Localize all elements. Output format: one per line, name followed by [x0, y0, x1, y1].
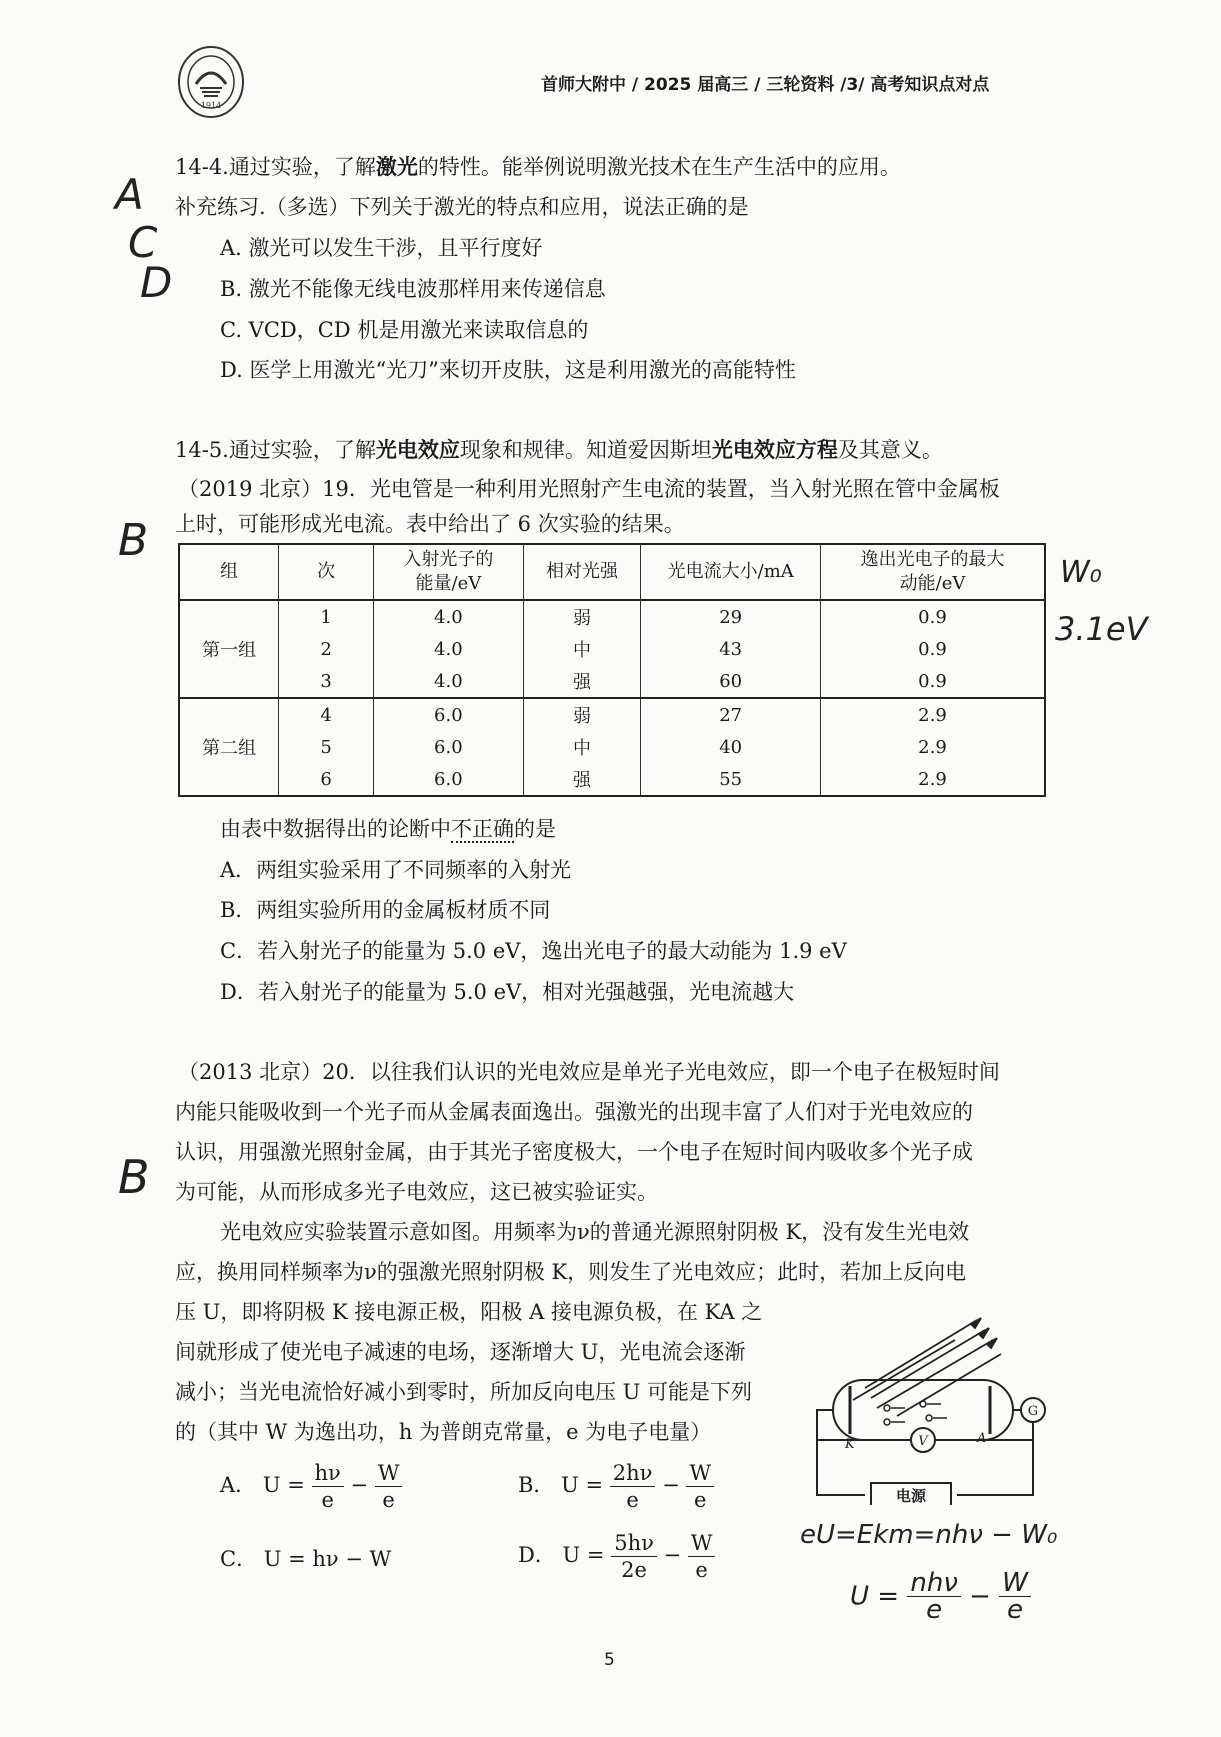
option-a: A. 激光可以发生干涉，且平行度好	[220, 236, 543, 260]
handwritten-note-energy: 3.1eV	[1055, 610, 1148, 648]
q20-para1-line4: 为可能，从而形成多光子电效应，这已被实验证实。	[175, 1180, 658, 1204]
table-cell: 27	[641, 698, 821, 731]
table-cell: 0.9	[821, 633, 1046, 665]
table-cell: 2	[279, 633, 374, 665]
option-c: C. VCD，CD 机是用激光来读取信息的	[220, 318, 589, 342]
group-name-cell: 第一组	[179, 600, 279, 698]
option-19-a: A．两组实验采用了不同频率的入射光	[220, 858, 572, 882]
table-cell: 6.0	[374, 731, 524, 763]
handwritten-note-w0: W₀	[1060, 555, 1102, 590]
q20-para1-line2: 内能只能吸收到一个光子而从金属表面逸出。强激光的出现丰富了人们对于光电效应的	[175, 1100, 973, 1124]
section-14-4-heading: 14-4.通过实验，了解激光的特性。能举例说明激光技术在生产生活中的应用。	[175, 154, 901, 179]
question-multi-select: 补充练习.（多选）下列关于激光的特点和应用，说法正确的是	[175, 195, 749, 219]
table-cell: 0.9	[821, 665, 1046, 698]
table-cell: 6.0	[374, 763, 524, 796]
experiment-table	[178, 543, 1046, 797]
table-cell: 6.0	[374, 698, 524, 731]
option-20-a: A． U = $\frac{h\nu}{e}$ − $\frac{W}{e}$	[220, 1460, 402, 1513]
table-row	[179, 731, 1045, 763]
light-rays-icon	[853, 1318, 1001, 1416]
table-cell: 2.9	[821, 731, 1046, 763]
school-seal-icon	[176, 44, 246, 120]
table-cell: 中	[523, 731, 641, 763]
q20-para2-line2: 应，换用同样频率为ν的强激光照射阴极 K，则发生了光电效应；此时，若加上反向电	[175, 1260, 967, 1284]
anode-label: A	[977, 1431, 987, 1446]
table-header-cell: 组	[179, 544, 279, 600]
handwritten-answer-20: B	[118, 1150, 150, 1204]
page-header: 首师大附中 / 2025 届高三 / 三轮资料 /3/ 高考知识点对点	[541, 75, 990, 95]
table-cell: 强	[523, 763, 641, 796]
table-cell: 弱	[523, 698, 641, 731]
table-cell: 3	[279, 665, 374, 698]
emphasis-text: 不正确	[451, 817, 514, 841]
table-row	[179, 600, 1045, 633]
option-20-c: C． U = hν − W	[220, 1547, 392, 1571]
svg-text:1914: 1914	[200, 101, 222, 110]
table-row	[179, 763, 1045, 796]
q20-para1-line3: 认识，用强激光照射金属，由于其光子密度极大，一个电子在短时间内吸收多个光子成	[175, 1140, 973, 1164]
table-cell: 55	[641, 763, 821, 796]
table-cell: 弱	[523, 600, 641, 633]
option-20-b: B． U = $\frac{2h\nu}{e}$ − $\frac{W}{e}$	[518, 1460, 714, 1513]
cathode-label: K	[845, 1437, 855, 1452]
table-cell: 29	[641, 600, 821, 633]
voltmeter-label: V	[918, 1434, 928, 1449]
table-cell: 1	[279, 600, 374, 633]
galvanometer-label: G	[1027, 1404, 1039, 1419]
table-row	[179, 665, 1045, 698]
table-cell: 6	[279, 763, 374, 796]
option-d: D. 医学上用激光“光刀”来切开皮肤，这是利用激光的高能特性	[220, 358, 796, 382]
table-row	[179, 633, 1045, 665]
table-cell: 强	[523, 665, 641, 698]
group-name-cell: 第二组	[179, 698, 279, 796]
table-header-cell: 入射光子的 能量/eV	[374, 544, 524, 600]
table-header-cell: 相对光强	[523, 544, 641, 600]
q20-para2-line6: 的（其中 W 为逸出功，h 为普朗克常量，e 为电子电量）	[175, 1420, 712, 1444]
table-header-cell: 逸出光电子的最大 动能/eV	[821, 544, 1046, 600]
table-cell: 2.9	[821, 763, 1046, 796]
q20-para2-line1: 光电效应实验装置示意如图。用频率为ν的普通光源照射阴极 K，没有发生光电效	[220, 1220, 970, 1244]
handwritten-answer-d: D	[140, 258, 173, 307]
table-cell: 中	[523, 633, 641, 665]
section-14-5-heading: 14-5.通过实验，了解光电效应现象和规律。知道爱因斯坦光电效应方程及其意义。	[175, 437, 943, 462]
option-19-d: D．若入射光子的能量为 5.0 eV，相对光强越强，光电流越大	[220, 980, 795, 1004]
q20-para2-line4: 间就形成了使光电子减速的电场，逐渐增大 U，光电流会逐渐	[175, 1340, 746, 1364]
table-cell: 4.0	[374, 665, 524, 698]
table-cell: 60	[641, 665, 821, 698]
table-cell: 4	[279, 698, 374, 731]
question-19-line2: 上时，可能形成光电流。表中给出了 6 次实验的结果。	[175, 512, 685, 536]
table-cell: 40	[641, 731, 821, 763]
option-b: B. 激光不能像无线电波那样用来传递信息	[220, 277, 606, 301]
table-row	[179, 698, 1045, 731]
conclusion-prompt: 由表中数据得出的论断中不正确的是	[220, 817, 556, 841]
table-cell: 4.0	[374, 600, 524, 633]
handwritten-answer-a: A	[115, 170, 144, 219]
table-cell: 2.9	[821, 698, 1046, 731]
option-20-d: D． U = $\frac{5h\nu}{2e}$ − $\frac{W}{e}$	[518, 1530, 715, 1583]
table-header-cell: 次	[279, 544, 374, 600]
handwritten-equation-2: U = $\frac{\text{nhν}}{e}$ − $\frac{W}{e}$	[850, 1570, 1031, 1623]
power-supply-label: 电源	[895, 1487, 927, 1505]
table-cell: 0.9	[821, 600, 1046, 633]
table-cell: 5	[279, 731, 374, 763]
option-19-c: C．若入射光子的能量为 5.0 eV，逸出光电子的最大动能为 1.9 eV	[220, 939, 847, 963]
handwritten-answer-c: C	[128, 218, 158, 267]
table-header-row	[179, 544, 1045, 600]
q20-para1-line1: （2013 北京）20．以往我们认识的光电效应是单光子光电效应，即一个电子在极短时间	[178, 1060, 1000, 1084]
table-cell: 4.0	[374, 633, 524, 665]
table-header-cell: 光电流大小/mA	[641, 544, 821, 600]
table-cell: 43	[641, 633, 821, 665]
q20-para2-line5: 减小；当光电流恰好减小到零时，所加反向电压 U 可能是下列	[175, 1380, 753, 1404]
handwritten-equation-1: eU=Ekm=nhν − W₀	[800, 1520, 1058, 1550]
handwritten-answer-19: B	[118, 515, 149, 566]
option-19-b: B．两组实验所用的金属板材质不同	[220, 898, 551, 922]
question-19-line1: （2019 北京）19．光电管是一种利用光照射产生电流的装置，当入射光照在管中金属板	[178, 477, 1000, 501]
photoelectric-apparatus-diagram	[805, 1290, 1050, 1505]
q20-para2-line3: 压 U，即将阴极 K 接电源正极，阳极 A 接电源负极，在 KA 之	[175, 1300, 763, 1324]
page-number: 5	[604, 1650, 615, 1670]
